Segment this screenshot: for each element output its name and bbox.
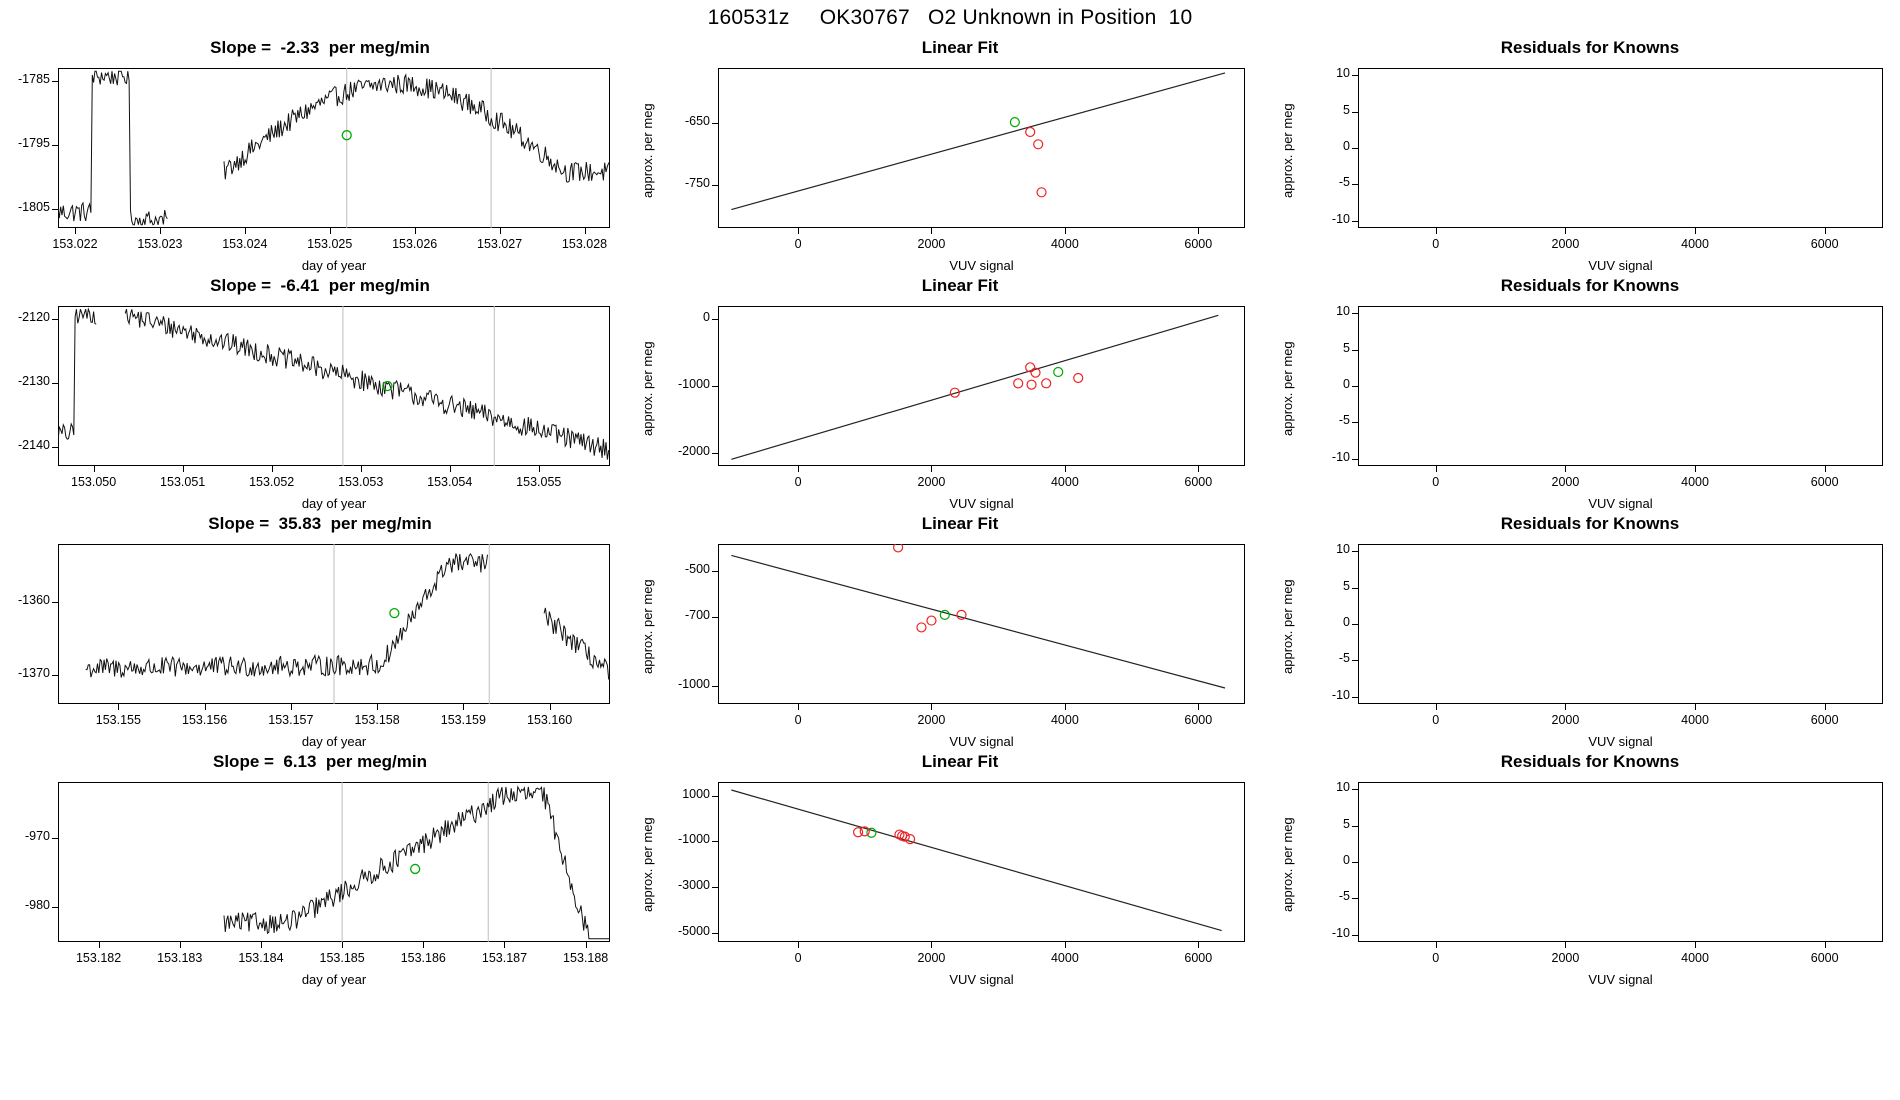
- y-tick-label: -5000: [678, 923, 710, 938]
- y-tick-mark: [1352, 660, 1358, 661]
- x-tick-label: 153.156: [182, 713, 228, 727]
- x-tick-label: 153.183: [157, 951, 203, 965]
- x-tick-mark: [931, 466, 932, 472]
- y-tick-mark: [1352, 350, 1358, 351]
- y-tick-label: 0: [1343, 139, 1350, 153]
- y-tick-mark: [712, 686, 718, 687]
- y-tick-label: -1370: [18, 665, 50, 680]
- x-tick-mark: [160, 228, 161, 234]
- y-tick-label: -10: [1331, 211, 1350, 226]
- x-tick-mark: [1825, 228, 1826, 234]
- panel-row: [0, 268, 1900, 536]
- x-tick-mark: [1065, 704, 1066, 710]
- y-tick-label: 10: [1336, 304, 1350, 319]
- x-tick-label: 153.157: [268, 713, 314, 727]
- x-tick-label: 4000: [1050, 713, 1079, 727]
- plot-panel-residuals-1: [1280, 30, 1900, 298]
- x-tick-label: 153.160: [527, 713, 573, 727]
- y-tick-mark: [1352, 697, 1358, 698]
- plot-panel-timeseries-1: [0, 30, 640, 298]
- y-tick-label: 5: [1343, 340, 1350, 355]
- x-tick-mark: [798, 466, 799, 472]
- x-tick-mark: [931, 942, 932, 948]
- y-tick-mark: [712, 185, 718, 186]
- y-tick-label: -1360: [18, 593, 50, 608]
- plot-panel-residuals-4: [1280, 744, 1900, 1012]
- y-tick-mark: [52, 145, 58, 146]
- x-tick-label: 6000: [1184, 951, 1213, 965]
- y-tick-label: -5: [1338, 175, 1350, 190]
- y-tick-label: 0: [703, 310, 710, 325]
- x-tick-label: 0: [1432, 713, 1440, 727]
- y-tick-mark: [712, 123, 718, 124]
- x-tick-mark: [500, 228, 501, 234]
- y-tick-label: -750: [684, 175, 710, 190]
- plot-panel-timeseries-3: [0, 506, 640, 774]
- y-tick-mark: [52, 602, 58, 603]
- x-tick-label: 2000: [1551, 475, 1580, 489]
- x-tick-mark: [1436, 704, 1437, 710]
- x-tick-mark: [1198, 704, 1199, 710]
- plot-title: Linear Fit: [921, 514, 999, 533]
- x-tick-label: 153.025: [307, 237, 353, 251]
- x-tick-mark: [261, 942, 262, 948]
- plot-panel-timeseries-4: [0, 744, 640, 1012]
- x-tick-label: 153.158: [354, 713, 400, 727]
- plot-title: Slope = -6.41 per meg/min: [210, 276, 430, 295]
- y-tick-mark: [1352, 422, 1358, 423]
- y-tick-mark: [712, 933, 718, 934]
- y-tick-mark: [1352, 386, 1358, 387]
- x-axis-label: day of year: [301, 972, 367, 987]
- plot-title: Slope = -2.33 per meg/min: [210, 38, 430, 57]
- plot-title: Linear Fit: [921, 752, 999, 771]
- y-tick-mark: [1352, 112, 1358, 113]
- x-tick-label: 153.022: [52, 237, 98, 251]
- x-tick-mark: [798, 942, 799, 948]
- plot-panel-linearfit-4: [640, 744, 1280, 1012]
- x-tick-label: 0: [1432, 951, 1440, 965]
- page-title: 160531z OK30767 O2 Unknown in Position 10: [707, 6, 1193, 29]
- panel-row: [0, 744, 1900, 1012]
- x-tick-mark: [330, 228, 331, 234]
- panel-row: [0, 506, 1900, 774]
- x-tick-label: 2000: [917, 713, 946, 727]
- y-tick-label: -2130: [18, 373, 50, 388]
- y-tick-mark: [1352, 148, 1358, 149]
- x-tick-mark: [272, 466, 273, 472]
- x-tick-label: 6000: [1184, 237, 1213, 251]
- y-axis-label: approx. per meg: [640, 103, 655, 198]
- x-axis-label: VUV signal: [949, 258, 1014, 273]
- x-tick-label: 2000: [917, 951, 946, 965]
- x-tick-label: 153.024: [222, 237, 268, 251]
- y-tick-mark: [52, 383, 58, 384]
- x-tick-mark: [415, 228, 416, 234]
- y-tick-mark: [1352, 588, 1358, 589]
- plot-title: Residuals for Knowns: [1500, 514, 1680, 533]
- x-tick-label: 4000: [1050, 237, 1079, 251]
- x-tick-label: 2000: [1551, 237, 1580, 251]
- x-axis-label: VUV signal: [949, 496, 1014, 511]
- y-tick-mark: [1352, 221, 1358, 222]
- y-tick-label: 10: [1336, 66, 1350, 81]
- x-tick-label: 153.186: [400, 951, 446, 965]
- x-tick-mark: [450, 466, 451, 472]
- y-tick-label: 5: [1343, 102, 1350, 117]
- x-tick-mark: [1825, 466, 1826, 472]
- y-tick-label: 1000: [682, 786, 710, 801]
- y-tick-label: -650: [684, 114, 710, 129]
- x-tick-mark: [1565, 942, 1566, 948]
- x-tick-mark: [180, 942, 181, 948]
- y-tick-mark: [52, 838, 58, 839]
- x-tick-label: 6000: [1810, 475, 1839, 489]
- y-tick-mark: [1352, 551, 1358, 552]
- x-tick-mark: [539, 466, 540, 472]
- x-tick-mark: [1695, 228, 1696, 234]
- y-tick-label: -1000: [678, 377, 710, 391]
- x-tick-mark: [118, 704, 119, 710]
- x-tick-label: 153.052: [249, 475, 295, 489]
- x-tick-label: 153.023: [137, 237, 183, 251]
- x-tick-label: 153.050: [71, 475, 117, 489]
- x-tick-label: 4000: [1681, 237, 1709, 251]
- y-tick-label: 5: [1343, 578, 1350, 593]
- y-tick-label: 0: [1343, 377, 1350, 391]
- y-tick-mark: [712, 887, 718, 888]
- y-tick-mark: [1352, 75, 1358, 76]
- x-tick-mark: [205, 704, 206, 710]
- x-axis-label: VUV signal: [1588, 496, 1653, 511]
- x-tick-mark: [1565, 704, 1566, 710]
- x-tick-mark: [75, 228, 76, 234]
- x-axis-label: VUV signal: [949, 734, 1014, 749]
- x-tick-mark: [1198, 228, 1199, 234]
- y-tick-mark: [1352, 826, 1358, 827]
- x-tick-label: 153.026: [392, 237, 438, 251]
- x-tick-label: 153.051: [160, 475, 206, 489]
- y-tick-label: -10: [1331, 449, 1350, 464]
- x-tick-mark: [1825, 942, 1826, 948]
- y-tick-mark: [1352, 624, 1358, 625]
- x-tick-mark: [585, 228, 586, 234]
- x-tick-label: 0: [794, 713, 802, 727]
- x-tick-label: 6000: [1184, 713, 1213, 727]
- x-tick-label: 6000: [1810, 951, 1839, 965]
- y-tick-label: -2120: [18, 309, 50, 324]
- x-tick-mark: [1695, 466, 1696, 472]
- y-tick-mark: [52, 81, 58, 82]
- x-tick-mark: [291, 704, 292, 710]
- x-tick-label: 0: [1432, 475, 1440, 489]
- y-axis-label: approx. per meg: [640, 579, 655, 674]
- plot-panel-residuals-2: [1280, 268, 1900, 536]
- y-axis-label: approx. per meg: [1280, 579, 1295, 674]
- y-tick-label: -500: [684, 562, 710, 577]
- y-tick-mark: [712, 617, 718, 618]
- x-tick-label: 0: [1432, 237, 1440, 251]
- y-tick-mark: [712, 319, 718, 320]
- x-tick-mark: [1436, 228, 1437, 234]
- plot-title: Slope = 35.83 per meg/min: [208, 514, 432, 533]
- y-axis-label: approx. per meg: [640, 817, 655, 912]
- x-tick-mark: [423, 942, 424, 948]
- x-tick-label: 4000: [1050, 475, 1079, 489]
- x-tick-label: 2000: [1551, 951, 1580, 965]
- x-tick-mark: [1565, 228, 1566, 234]
- y-tick-mark: [1352, 789, 1358, 790]
- y-tick-mark: [712, 841, 718, 842]
- x-tick-label: 0: [794, 475, 802, 489]
- x-tick-mark: [931, 704, 932, 710]
- plot-title: Linear Fit: [921, 276, 999, 295]
- x-tick-label: 6000: [1810, 237, 1839, 251]
- x-tick-mark: [1695, 942, 1696, 948]
- x-tick-mark: [798, 704, 799, 710]
- y-tick-mark: [52, 447, 58, 448]
- y-tick-mark: [1352, 935, 1358, 936]
- y-tick-mark: [712, 453, 718, 454]
- y-tick-label: 5: [1343, 816, 1350, 831]
- x-tick-mark: [377, 704, 378, 710]
- plot-panel-timeseries-2: [0, 268, 640, 536]
- x-tick-mark: [550, 704, 551, 710]
- y-axis-label: approx. per meg: [640, 341, 655, 436]
- x-tick-label: 6000: [1810, 713, 1839, 727]
- x-tick-label: 153.055: [516, 475, 562, 489]
- x-tick-label: 2000: [1551, 713, 1580, 727]
- y-tick-mark: [1352, 898, 1358, 899]
- y-tick-mark: [52, 209, 58, 210]
- x-tick-mark: [1436, 466, 1437, 472]
- x-tick-label: 153.027: [477, 237, 523, 251]
- y-tick-label: -3000: [678, 878, 710, 893]
- x-tick-mark: [1436, 942, 1437, 948]
- y-tick-label: -1805: [18, 199, 50, 214]
- x-tick-label: 4000: [1050, 951, 1079, 965]
- x-tick-label: 6000: [1184, 475, 1213, 489]
- x-tick-mark: [1825, 704, 1826, 710]
- y-tick-mark: [712, 796, 718, 797]
- y-tick-label: -1000: [678, 832, 710, 847]
- y-tick-mark: [712, 571, 718, 572]
- y-tick-label: 10: [1336, 542, 1350, 557]
- y-tick-label: -5: [1338, 889, 1350, 904]
- x-tick-mark: [361, 466, 362, 472]
- x-tick-label: 0: [794, 237, 802, 251]
- x-tick-label: 153.054: [427, 475, 473, 489]
- x-tick-label: 153.182: [75, 951, 122, 965]
- plot-panel-residuals-3: [1280, 506, 1900, 774]
- x-tick-label: 153.053: [338, 475, 384, 489]
- x-tick-mark: [1695, 704, 1696, 710]
- x-axis-label: VUV signal: [1588, 734, 1653, 749]
- y-tick-mark: [712, 386, 718, 387]
- y-axis-label: approx. per meg: [1280, 103, 1295, 198]
- y-tick-label: -2140: [18, 437, 50, 452]
- y-tick-label: -1795: [18, 135, 50, 150]
- x-tick-label: 153.184: [238, 951, 284, 965]
- x-axis-label: VUV signal: [1588, 972, 1653, 987]
- x-tick-label: 153.028: [561, 237, 608, 251]
- x-tick-mark: [1565, 466, 1566, 472]
- x-tick-label: 153.188: [563, 951, 609, 965]
- y-axis-label: approx. per meg: [1280, 341, 1295, 436]
- y-tick-mark: [1352, 862, 1358, 863]
- x-tick-label: 4000: [1681, 951, 1709, 965]
- plot-title: Residuals for Knowns: [1500, 38, 1680, 57]
- x-tick-mark: [798, 228, 799, 234]
- y-tick-label: -10: [1331, 925, 1350, 940]
- x-tick-label: 153.159: [440, 713, 486, 727]
- plot-title: Residuals for Knowns: [1500, 752, 1680, 771]
- x-tick-label: 2000: [917, 475, 946, 489]
- plot-title: Residuals for Knowns: [1500, 276, 1680, 295]
- y-tick-label: -5: [1338, 651, 1350, 666]
- x-axis-label: day of year: [301, 258, 367, 273]
- y-tick-mark: [52, 319, 58, 320]
- x-axis-label: day of year: [301, 734, 367, 749]
- x-axis-label: day of year: [301, 496, 367, 511]
- y-tick-mark: [52, 675, 58, 676]
- y-tick-mark: [1352, 313, 1358, 314]
- y-tick-label: 0: [1343, 615, 1350, 629]
- y-tick-label: 0: [1343, 853, 1350, 867]
- x-tick-mark: [504, 942, 505, 948]
- x-tick-mark: [1198, 942, 1199, 948]
- plot-title: Linear Fit: [921, 38, 999, 57]
- plot-panel-linearfit-2: [640, 268, 1280, 536]
- y-tick-label: 10: [1336, 780, 1350, 795]
- y-tick-label: -1785: [18, 71, 50, 86]
- y-tick-mark: [1352, 459, 1358, 460]
- x-tick-label: 2000: [917, 237, 946, 251]
- x-tick-mark: [245, 228, 246, 234]
- plot-panel-linearfit-1: [640, 30, 1280, 298]
- x-tick-label: 4000: [1681, 713, 1709, 727]
- x-tick-mark: [1065, 228, 1066, 234]
- plot-panel-linearfit-3: [640, 506, 1280, 774]
- x-tick-mark: [586, 942, 587, 948]
- x-axis-label: VUV signal: [1588, 258, 1653, 273]
- x-tick-label: 153.187: [481, 951, 528, 965]
- y-tick-label: -2000: [678, 443, 710, 458]
- x-tick-label: 153.185: [319, 951, 365, 965]
- x-tick-label: 153.155: [95, 713, 141, 727]
- x-tick-label: 4000: [1681, 475, 1709, 489]
- y-axis-label: approx. per meg: [1280, 817, 1295, 912]
- y-tick-label: -5: [1338, 413, 1350, 428]
- x-tick-mark: [1198, 466, 1199, 472]
- y-tick-mark: [1352, 184, 1358, 185]
- x-tick-mark: [99, 942, 100, 948]
- y-tick-mark: [52, 907, 58, 908]
- x-tick-mark: [463, 704, 464, 710]
- x-axis-label: VUV signal: [949, 972, 1014, 987]
- y-tick-label: -10: [1331, 687, 1350, 702]
- x-tick-mark: [94, 466, 95, 472]
- x-tick-mark: [342, 942, 343, 948]
- panel-row: [0, 30, 1900, 298]
- y-tick-label: -970: [24, 828, 50, 843]
- y-tick-label: -980: [24, 898, 50, 913]
- x-tick-label: 0: [794, 951, 802, 965]
- x-tick-mark: [1065, 466, 1066, 472]
- y-tick-label: -1000: [678, 676, 710, 691]
- plot-title: Slope = 6.13 per meg/min: [213, 752, 427, 771]
- x-tick-mark: [1065, 942, 1066, 948]
- y-tick-label: -700: [684, 608, 710, 623]
- x-tick-mark: [183, 466, 184, 472]
- x-tick-mark: [931, 228, 932, 234]
